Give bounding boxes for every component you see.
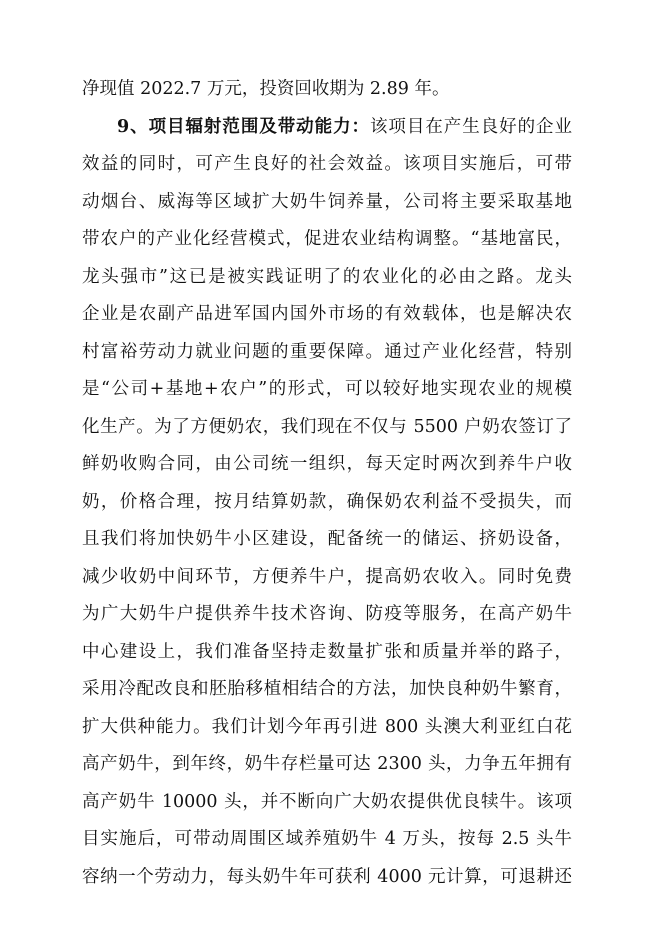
body-line: 化生产。为了方便奶农，我们现在不仅与 5500 户奶农签订了 bbox=[82, 417, 572, 437]
first-line-rest: 该项目在产生良好的企业 bbox=[369, 117, 572, 137]
body-line: 动烟台、威海等区域扩大奶牛饲养量，公司将主要采取基地 bbox=[82, 192, 572, 212]
body-line: 扩大供种能力。我们计划今年再引进 800 头澳大利亚红白花 bbox=[82, 717, 572, 737]
body-line: 鲜奶收购合同，由公司统一组织，每天定时两次到养牛户收 bbox=[82, 454, 572, 474]
body-line: 采用冷配改良和胚胎移植相结合的方法，加快良种奶牛繁育， bbox=[82, 679, 572, 699]
section-9-first-line bbox=[117, 107, 572, 147]
body-line: 且我们将加快奶牛小区建设，配备统一的储运、挤奶设备， bbox=[82, 529, 572, 549]
body-line: 企业是农副产品进军国内国外市场的有效载体，也是解决农 bbox=[82, 304, 572, 324]
body-line: 为广大奶牛户提供养牛技术咨询、防疫等服务，在高产奶牛 bbox=[82, 604, 572, 624]
body-line: 龙头强市”这已是被实践证明了的农业化的必由之路。龙头 bbox=[82, 267, 572, 287]
body-line: 是“公司+基地+农户”的形式，可以较好地实现农业的规模 bbox=[82, 379, 572, 399]
body-line: 高产奶牛 10000 头，并不断向广大奶农提供优良犊牛。该项 bbox=[82, 792, 572, 812]
body-line: 容纳一个劳动力，每头奶牛年可获利 4000 元计算，可退耕还 bbox=[82, 867, 572, 887]
body-line: 目实施后，可带动周围区域养殖奶牛 4 万头，按每 2.5 头牛 bbox=[82, 829, 572, 849]
body-line: 奶，价格合理，按月结算奶款，确保奶农利益不受损失，而 bbox=[82, 492, 572, 512]
body-line: 带农户的产业化经营模式，促进农业结构调整。“基地富民， bbox=[82, 229, 572, 249]
body-line: 中心建设上，我们准备坚持走数量扩张和质量并举的路子， bbox=[82, 642, 572, 662]
section-heading: 9、项目辐射范围及带动能力： bbox=[117, 117, 370, 137]
body-line: 减少收奶中间环节，方便养牛户，提高奶农收入。同时免费 bbox=[82, 567, 572, 587]
intro-line: 净现值 2022.7 万元，投资回收期为 2.89 年。 bbox=[82, 79, 450, 99]
body-line: 效益的同时，可产生良好的社会效益。该项目实施后，可带 bbox=[82, 154, 572, 174]
body-line: 村富裕劳动力就业问题的重要保障。通过产业化经营，特别 bbox=[82, 342, 572, 362]
body-line: 高产奶牛，到年终，奶牛存栏量可达 2300 头，力争五年拥有 bbox=[82, 754, 572, 774]
